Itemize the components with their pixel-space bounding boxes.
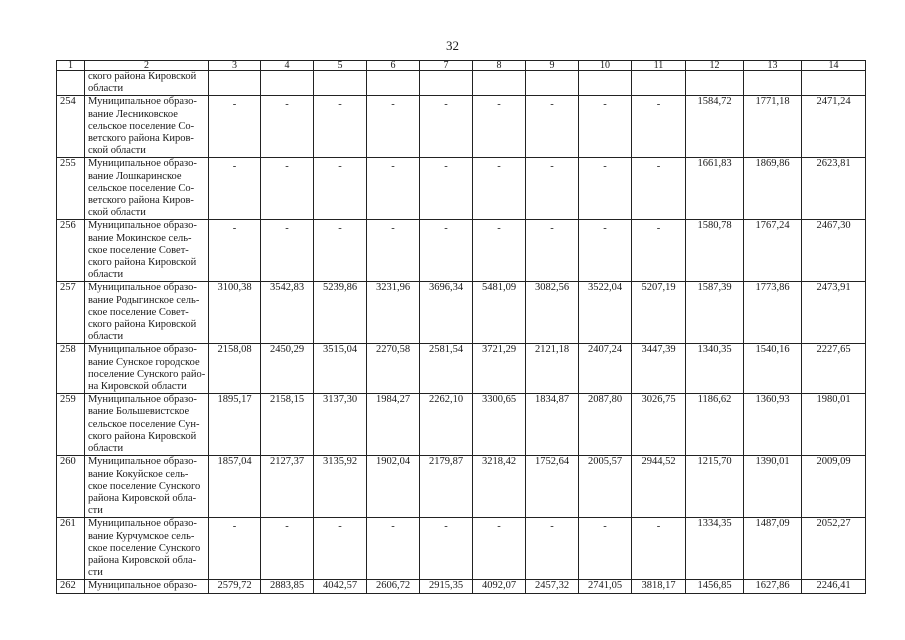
column-header: 13 — [744, 61, 802, 71]
column-header: 11 — [632, 61, 686, 71]
municipality-name — [85, 394, 209, 456]
value-cell: 3135,92 — [314, 456, 367, 518]
value-cell: 2915,35 — [420, 580, 473, 593]
value-cell: 2450,29 — [261, 344, 314, 394]
header-row — [57, 61, 866, 71]
value-cell: 3300,65 — [473, 394, 526, 456]
name-line: Муниципальное образо- — [88, 220, 197, 232]
value-cell: - — [367, 518, 420, 580]
name-line: Муниципальное образо- — [88, 282, 197, 294]
value-cell: 1627,86 — [744, 580, 802, 593]
value-cell: 2473,91 — [802, 282, 866, 344]
value-cell: 3082,56 — [526, 282, 579, 344]
value-cell: 2606,72 — [367, 580, 420, 593]
value-cell: - — [420, 518, 473, 580]
value-cell: 3218,42 — [473, 456, 526, 518]
value-cell: 1984,27 — [367, 394, 420, 456]
table-row — [57, 344, 866, 394]
name-line: сти — [88, 505, 103, 517]
municipality-name — [85, 344, 209, 394]
value-cell: - — [261, 518, 314, 580]
value-cell: - — [209, 96, 261, 158]
value-cell — [744, 71, 802, 96]
name-line: ского района Кировской — [88, 319, 197, 331]
value-cell: - — [526, 518, 579, 580]
name-line: ское поселение Сунского — [88, 480, 201, 492]
table-row — [57, 71, 866, 96]
value-cell: 2270,58 — [367, 344, 420, 394]
value-cell: - — [632, 158, 686, 220]
value-cell: - — [420, 96, 473, 158]
value-cell: 1661,83 — [686, 158, 744, 220]
row-number — [57, 71, 85, 96]
name-line: сти — [88, 567, 103, 579]
name-line: ской области — [88, 207, 146, 219]
municipality-name — [85, 456, 209, 518]
value-cell: - — [261, 96, 314, 158]
value-cell: 5239,86 — [314, 282, 367, 344]
value-cell: 2944,52 — [632, 456, 686, 518]
value-cell: - — [526, 158, 579, 220]
value-cell: 1584,72 — [686, 96, 744, 158]
value-cell: 2883,85 — [261, 580, 314, 593]
value-cell: 2179,87 — [420, 456, 473, 518]
value-cell: - — [314, 96, 367, 158]
value-cell: 2087,80 — [579, 394, 632, 456]
value-cell: 2158,08 — [209, 344, 261, 394]
table-header — [57, 61, 866, 71]
value-cell — [367, 71, 420, 96]
row-number: 262 — [57, 580, 85, 593]
value-cell: 2005,57 — [579, 456, 632, 518]
value-cell: 3137,30 — [314, 394, 367, 456]
value-cell: 1752,64 — [526, 456, 579, 518]
name-line: области — [88, 331, 124, 343]
value-cell: 3026,75 — [632, 394, 686, 456]
municipality-name — [85, 158, 209, 220]
value-cell: 1580,78 — [686, 220, 744, 282]
value-cell: - — [420, 158, 473, 220]
municipality-name — [85, 71, 209, 96]
name-line: Муниципальное образо- — [88, 158, 197, 170]
name-line: вание Лесниковское — [88, 108, 178, 120]
row-number: 261 — [57, 518, 85, 580]
value-cell — [420, 71, 473, 96]
value-cell: 1340,35 — [686, 344, 744, 394]
value-cell: 3696,34 — [420, 282, 473, 344]
row-number: 256 — [57, 220, 85, 282]
name-line: Муниципальное образо- — [88, 96, 197, 108]
value-cell: 1186,62 — [686, 394, 744, 456]
name-line: вание Лошкаринское — [88, 170, 182, 182]
table-row — [57, 96, 866, 158]
name-line: сельское поселение Со- — [88, 182, 195, 194]
value-cell: 1834,87 — [526, 394, 579, 456]
row-number: 258 — [57, 344, 85, 394]
value-cell: 1980,01 — [802, 394, 866, 456]
column-header: 12 — [686, 61, 744, 71]
value-cell: 1540,16 — [744, 344, 802, 394]
value-cell: 2052,27 — [802, 518, 866, 580]
table-row — [57, 282, 866, 344]
column-header: 3 — [209, 61, 261, 71]
column-header: 5 — [314, 61, 367, 71]
name-line: поселение Сунского райо- — [88, 368, 206, 380]
row-number: 260 — [57, 456, 85, 518]
value-cell — [209, 71, 261, 96]
value-cell: - — [367, 96, 420, 158]
value-cell: 2127,37 — [261, 456, 314, 518]
name-line: ветского района Киров- — [88, 195, 194, 207]
value-cell: 4042,57 — [314, 580, 367, 593]
value-cell: 2741,05 — [579, 580, 632, 593]
column-header: 1 — [57, 61, 85, 71]
value-cell: - — [367, 220, 420, 282]
name-line: вание Кокуйское сель- — [88, 468, 189, 480]
value-cell: - — [526, 220, 579, 282]
table-row — [57, 580, 866, 593]
value-cell: 2581,54 — [420, 344, 473, 394]
name-line: ское поселение Сунского — [88, 542, 201, 554]
value-cell: - — [632, 518, 686, 580]
value-cell: - — [473, 220, 526, 282]
value-cell: - — [579, 220, 632, 282]
value-cell: 2262,10 — [420, 394, 473, 456]
table-row — [57, 158, 866, 220]
value-cell: 1334,35 — [686, 518, 744, 580]
row-number: 254 — [57, 96, 85, 158]
name-line: Муниципальное образо- — [88, 394, 197, 406]
value-cell: 3522,04 — [579, 282, 632, 344]
value-cell: - — [420, 220, 473, 282]
table-body — [57, 71, 866, 594]
municipality-name — [85, 96, 209, 158]
column-header: 6 — [367, 61, 420, 71]
value-cell: - — [261, 158, 314, 220]
value-cell: 2407,24 — [579, 344, 632, 394]
value-cell: 1215,70 — [686, 456, 744, 518]
column-header: 8 — [473, 61, 526, 71]
value-cell: 2246,41 — [802, 580, 866, 593]
value-cell: 1895,17 — [209, 394, 261, 456]
value-cell: 1487,09 — [744, 518, 802, 580]
value-cell: 3447,39 — [632, 344, 686, 394]
name-line: вание Большевистское — [88, 406, 190, 418]
name-line: сельское поселение Сун- — [88, 418, 200, 430]
value-cell: 1456,85 — [686, 580, 744, 593]
name-line: района Кировской обла- — [88, 554, 197, 566]
column-header: 7 — [420, 61, 473, 71]
value-cell — [473, 71, 526, 96]
value-cell: - — [209, 518, 261, 580]
row-number: 257 — [57, 282, 85, 344]
value-cell: 1869,86 — [744, 158, 802, 220]
value-cell: - — [473, 158, 526, 220]
value-cell: - — [579, 96, 632, 158]
name-line: Муниципальное образо- — [88, 518, 197, 530]
value-cell: 3818,17 — [632, 580, 686, 593]
value-cell: 3515,04 — [314, 344, 367, 394]
value-cell: - — [314, 158, 367, 220]
municipality-name — [85, 580, 209, 593]
value-cell: 1771,18 — [744, 96, 802, 158]
name-line: вание Мокинское сель- — [88, 232, 192, 244]
value-cell: 1773,86 — [744, 282, 802, 344]
column-header: 9 — [526, 61, 579, 71]
value-cell: 1587,39 — [686, 282, 744, 344]
name-line: Муниципальное образо- — [88, 580, 197, 592]
value-cell: - — [314, 518, 367, 580]
value-cell: - — [579, 518, 632, 580]
name-line: ского района Кировской — [88, 257, 197, 269]
value-cell: - — [526, 96, 579, 158]
name-line: области — [88, 443, 124, 455]
name-line: вание Курчумское сель- — [88, 530, 195, 542]
value-cell: 2158,15 — [261, 394, 314, 456]
column-header: 4 — [261, 61, 314, 71]
value-cell: 1390,01 — [744, 456, 802, 518]
value-cell: 3100,38 — [209, 282, 261, 344]
data-table — [56, 60, 866, 594]
column-header: 2 — [85, 61, 209, 71]
page-number: 32 — [446, 38, 459, 53]
value-cell: 2121,18 — [526, 344, 579, 394]
value-cell: 1857,04 — [209, 456, 261, 518]
name-line: ского района Кировской — [88, 71, 197, 82]
value-cell: 1360,93 — [744, 394, 802, 456]
table-row — [57, 518, 866, 580]
value-cell: 2009,09 — [802, 456, 866, 518]
value-cell — [261, 71, 314, 96]
value-cell: - — [473, 518, 526, 580]
value-cell: 1902,04 — [367, 456, 420, 518]
value-cell: 2457,32 — [526, 580, 579, 593]
value-cell: - — [261, 220, 314, 282]
value-cell: - — [579, 158, 632, 220]
value-cell: - — [367, 158, 420, 220]
name-line: области — [88, 83, 124, 95]
name-line: ской области — [88, 145, 146, 157]
value-cell: 2227,65 — [802, 344, 866, 394]
municipality-name — [85, 518, 209, 580]
value-cell: 5207,19 — [632, 282, 686, 344]
value-cell — [802, 71, 866, 96]
value-cell: - — [632, 220, 686, 282]
value-cell: 2579,72 — [209, 580, 261, 593]
value-cell — [314, 71, 367, 96]
value-cell: - — [209, 158, 261, 220]
value-cell: 3542,83 — [261, 282, 314, 344]
value-cell: 2623,81 — [802, 158, 866, 220]
column-header: 14 — [802, 61, 866, 71]
name-line: ветского района Киров- — [88, 133, 194, 145]
row-number: 255 — [57, 158, 85, 220]
name-line: области — [88, 269, 124, 281]
value-cell: 3231,96 — [367, 282, 420, 344]
value-cell — [632, 71, 686, 96]
value-cell — [526, 71, 579, 96]
value-cell: 4092,07 — [473, 580, 526, 593]
row-number: 259 — [57, 394, 85, 456]
value-cell: 5481,09 — [473, 282, 526, 344]
name-line: вание Родыгинское сель- — [88, 294, 200, 306]
value-cell: 2467,30 — [802, 220, 866, 282]
name-line: вание Сунское городское — [88, 356, 200, 368]
name-line: Муниципальное образо- — [88, 344, 197, 356]
name-line: сельское поселение Со- — [88, 120, 195, 132]
value-cell: - — [632, 96, 686, 158]
value-cell: - — [314, 220, 367, 282]
table-row — [57, 456, 866, 518]
name-line: района Кировской обла- — [88, 492, 197, 504]
column-header: 10 — [579, 61, 632, 71]
value-cell: 1767,24 — [744, 220, 802, 282]
table-row — [57, 394, 866, 456]
value-cell — [686, 71, 744, 96]
table-row — [57, 220, 866, 282]
name-line: ского района Кировской — [88, 430, 197, 442]
name-line: ское поселение Совет- — [88, 306, 189, 318]
value-cell: 2471,24 — [802, 96, 866, 158]
name-line: на Кировской области — [88, 381, 187, 393]
value-cell: 3721,29 — [473, 344, 526, 394]
name-line: Муниципальное образо- — [88, 456, 197, 468]
municipality-name — [85, 282, 209, 344]
name-line: ское поселение Совет- — [88, 244, 189, 256]
value-cell — [579, 71, 632, 96]
value-cell: - — [209, 220, 261, 282]
value-cell: - — [473, 96, 526, 158]
municipality-name — [85, 220, 209, 282]
